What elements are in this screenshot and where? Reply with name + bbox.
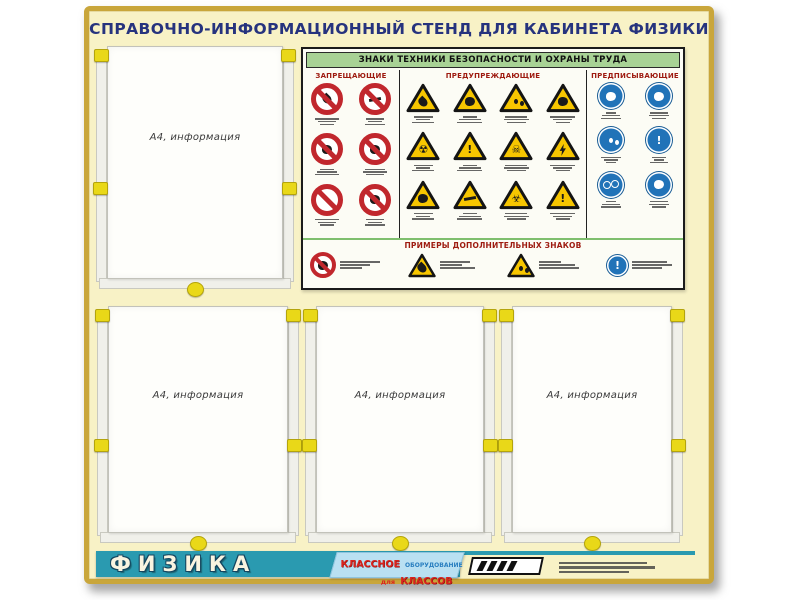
clip-icon xyxy=(392,536,409,551)
sign-cell xyxy=(453,179,487,222)
clip-icon xyxy=(286,309,301,322)
sign-cell xyxy=(406,82,440,125)
sign-caption-text xyxy=(409,115,437,124)
sign-caption-text xyxy=(502,115,530,124)
safety-signs-poster xyxy=(301,47,685,290)
clip-icon xyxy=(282,182,297,195)
sign-caption-text xyxy=(340,260,384,271)
sign-cell xyxy=(499,179,533,222)
brand-badge xyxy=(329,552,464,587)
laser-beam-icon xyxy=(453,180,487,210)
footer-sign-item xyxy=(507,253,583,278)
sign-caption-text xyxy=(314,117,340,126)
column-header: ЗАПРЕЩАЮЩИЕ xyxy=(315,72,387,80)
pocket-rail-right xyxy=(672,312,683,536)
footer-signs-row xyxy=(308,250,678,278)
sign-cell xyxy=(546,179,580,222)
clip-icon xyxy=(302,439,317,452)
sign-caption-text xyxy=(502,163,530,172)
a4-sheet-label: А4, информация xyxy=(149,132,241,144)
clip-icon xyxy=(584,536,601,551)
footer-sign-item xyxy=(310,252,384,278)
no-touch-icon xyxy=(359,133,391,165)
sign-caption-text xyxy=(362,167,388,176)
column-header: ПРЕДУПРЕЖДАЮЩИЕ xyxy=(445,72,541,80)
falling-objects-icon xyxy=(546,83,580,113)
flammable-icon xyxy=(406,83,440,113)
clip-icon xyxy=(187,282,204,297)
clip-icon xyxy=(670,309,685,322)
general-prohibition-icon xyxy=(311,184,343,216)
brand-line-2: для КЛАССОВ xyxy=(380,575,453,587)
sign-cell xyxy=(499,82,533,125)
sign-cell xyxy=(598,126,624,165)
sign-cell xyxy=(406,179,440,222)
a4-sheet-label: А4, информация xyxy=(546,390,638,402)
danger-icon: ! xyxy=(453,131,487,161)
sign-caption-text xyxy=(314,167,340,176)
magnetic-field-icon xyxy=(406,180,440,210)
mandatory-example-icon: ! xyxy=(607,255,628,276)
no-smoking-icon xyxy=(359,83,391,115)
poster-title: ЗНАКИ ТЕХНИКИ БЕЗОПАСНОСТИ И ОХРАНЫ ТРУДА xyxy=(306,52,680,68)
sign-caption-text xyxy=(632,260,676,271)
respirator-icon xyxy=(646,172,672,198)
sign-cell xyxy=(499,130,533,173)
pocket-rail-right xyxy=(283,52,294,282)
poster-footer xyxy=(303,238,683,278)
sign-cell xyxy=(359,82,391,127)
footer-header: ПРИМЕРЫ ДОПОЛНИТЕЛЬНЫХ ЗНАКОВ xyxy=(404,241,582,250)
mandatory-signs-grid xyxy=(587,82,683,210)
protective-gloves-icon xyxy=(598,127,624,153)
sign-caption-text xyxy=(549,212,577,221)
sign-caption-text xyxy=(539,260,583,271)
attention-icon: ! xyxy=(546,180,580,210)
poster-columns xyxy=(303,70,683,238)
pocket-rail-left xyxy=(96,52,107,282)
general-mandatory-icon: ! xyxy=(646,127,672,153)
protective-goggles-icon xyxy=(598,172,624,198)
a4-pocket-bottom-center xyxy=(305,306,495,548)
sign-caption-text xyxy=(440,260,484,271)
sign-caption-text xyxy=(362,218,388,227)
sign-caption-text xyxy=(600,111,621,120)
footer-sign-item xyxy=(607,255,676,276)
sign-cell xyxy=(546,130,580,173)
pocket-rail-right xyxy=(484,312,495,536)
vendor-logo-icon xyxy=(468,557,544,575)
a4-sheet-label: А4, информация xyxy=(354,390,446,402)
no-water-extinguish-icon xyxy=(311,133,343,165)
protective-clothing-icon xyxy=(646,83,672,109)
sign-caption-text xyxy=(314,218,340,227)
sign-cell xyxy=(546,82,580,125)
stand-title: СПРАВОЧНО-ИНФОРМАЦИОННЫЙ СТЕНД ДЛЯ КАБИНЕТА ФИЗИКИ xyxy=(89,20,709,38)
sign-cell xyxy=(311,132,343,177)
sign-caption-text xyxy=(409,163,437,172)
sign-caption-text xyxy=(648,200,669,209)
warning-example-icon xyxy=(507,253,535,278)
a4-pocket-bottom-left xyxy=(97,306,299,548)
brand-line-1: КЛАССНОЕ ОБОРУДОВАНИЕ xyxy=(340,559,463,570)
pocket-rail-left xyxy=(305,312,316,536)
sign-cell xyxy=(598,171,624,210)
warning-signs-grid xyxy=(400,82,586,222)
a4-sheet-label: А4, информация xyxy=(152,390,244,402)
a4-sheet xyxy=(316,306,484,533)
no-electric-heater-icon xyxy=(359,184,391,216)
pocket-rail-left xyxy=(501,312,512,536)
clip-icon xyxy=(287,439,302,452)
prohibition-example-icon xyxy=(310,252,336,278)
sign-cell xyxy=(598,82,624,121)
fire-warning-example-icon xyxy=(408,253,436,278)
sign-cell xyxy=(453,82,487,125)
sign-caption-text xyxy=(549,115,577,124)
sign-caption-text xyxy=(600,155,621,164)
sign-cell xyxy=(646,126,672,165)
column-mandatory xyxy=(586,70,683,238)
clip-icon xyxy=(482,309,497,322)
sign-cell xyxy=(311,82,343,127)
vendor-contact-lines xyxy=(559,559,659,576)
clip-icon xyxy=(483,439,498,452)
clip-icon xyxy=(94,49,109,62)
sign-cell xyxy=(359,132,391,177)
subject-label: ФИЗИКА xyxy=(110,552,257,576)
sign-caption-text xyxy=(648,111,669,120)
sign-caption-text xyxy=(456,163,484,172)
a4-sheet xyxy=(108,306,288,533)
a4-sheet xyxy=(107,46,283,279)
a4-pocket-top-left xyxy=(96,46,294,294)
biohazard-icon: ☣ xyxy=(499,180,533,210)
sign-cell xyxy=(406,130,440,173)
column-warning xyxy=(399,70,586,238)
clip-icon xyxy=(303,309,318,322)
protective-footwear-icon xyxy=(598,83,624,109)
radiation-icon: ☢ xyxy=(406,131,440,161)
sign-cell xyxy=(646,82,672,121)
a4-pocket-bottom-right xyxy=(501,306,683,548)
sign-cell xyxy=(359,183,391,228)
pocket-rail-left xyxy=(97,312,108,536)
clip-icon xyxy=(95,309,110,322)
sign-caption-text xyxy=(456,212,484,221)
explosive-icon xyxy=(453,83,487,113)
clip-icon xyxy=(93,182,108,195)
sign-caption-text xyxy=(456,115,484,124)
sign-caption-text xyxy=(648,155,669,164)
sign-caption-text xyxy=(502,212,530,221)
sign-caption-text xyxy=(549,163,577,172)
stand-board xyxy=(84,6,714,587)
sign-cell xyxy=(453,130,487,173)
pocket-rail-right xyxy=(288,312,299,536)
sign-cell xyxy=(646,171,672,210)
clip-icon xyxy=(499,309,514,322)
footer-sign-item xyxy=(408,253,484,278)
toxic-icon: ☠ xyxy=(499,131,533,161)
a4-sheet xyxy=(512,306,672,533)
column-prohibition xyxy=(303,70,399,238)
sign-caption-text xyxy=(362,117,388,126)
clip-icon xyxy=(671,439,686,452)
clip-icon xyxy=(281,49,296,62)
sign-cell xyxy=(311,183,343,228)
sign-caption-text xyxy=(600,200,621,209)
corrosive-icon xyxy=(499,83,533,113)
column-header: ПРЕДПИСЫВАЮЩИЕ xyxy=(591,72,679,80)
electric-shock-icon xyxy=(546,131,580,161)
no-open-flame-icon xyxy=(311,83,343,115)
clip-icon xyxy=(498,439,513,452)
clip-icon xyxy=(190,536,207,551)
sign-caption-text xyxy=(409,212,437,221)
prohibition-signs-grid xyxy=(303,82,399,228)
clip-icon xyxy=(94,439,109,452)
